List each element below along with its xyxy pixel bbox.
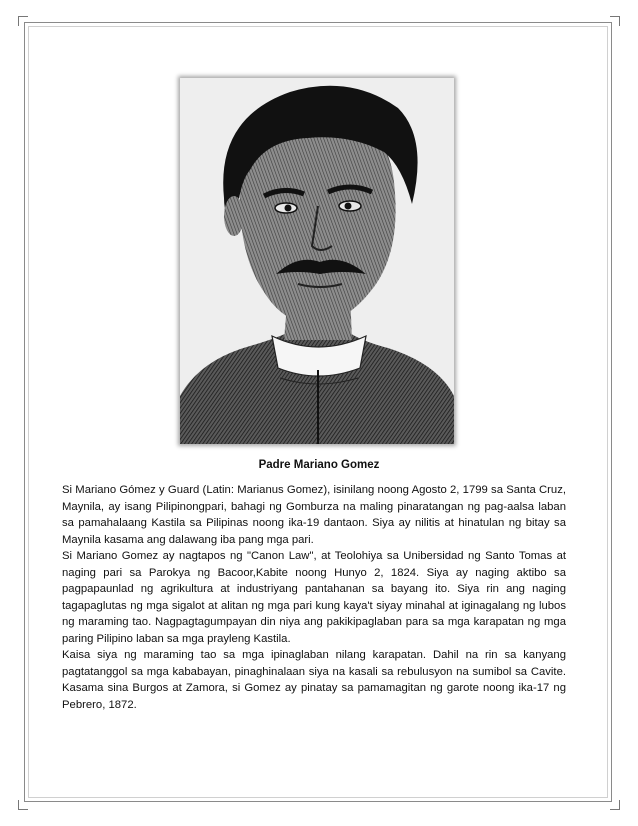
corner-ornament — [18, 800, 28, 810]
biography-text — [62, 482, 566, 713]
corner-ornament — [610, 16, 620, 26]
corner-ornament — [610, 800, 620, 810]
corner-ornament — [18, 16, 28, 26]
portrait-image — [180, 78, 454, 444]
paragraph: Si Mariano Gómez y Guard (Latin: Marianus Gomez), isinilang noong Agosto 2, 1799 sa Santa Cruz, Maynila, ay isang Pilipinongpari, bahagi ng Gomburza na maling pinaratangan ng pag-aalsa laban sa pamahalaang Kastila sa Pilipinas noong ika-19 dantaon. Siya ay nilitis at hinatulan ng bitay sa Maynila kasama ang dalawang iba pang mga pari. — [62, 484, 566, 546]
paragraph: Si Mariano Gomez ay nagtapos ng "Canon Law", at Teolohiya sa Unibersidad ng Santo Tomas at naging pari sa Parokya ng Bacoor,Kabite noong Hunyo 2, 1824. Siya ay naging aktibo sa pagpapaunlad ng agrikultura at industriyang pantahanan sa bayang ito. Siya rin ang naging tagapaglutas ng mga sigalot at alitan ng mga pari kung kaya't siyay minahal at iginagalang ng lubos ng maraming tao. Nagpagtagumpayan din niya ang pakikipaglaban para sa mga karapatan ng mga paring Pilipino laban sa mga prayleng Kastila. — [62, 550, 566, 645]
paragraph: Kaisa siya ng maraming tao sa mga ipinaglaban nilang karapatan. Dahil na rin sa kanyang pagtatanggol sa mga kababayan, pinaghinalaan siya na kasali sa rebulusyon na sumibol sa Cavite. Kasama sina Burgos at Zamora, si Gomez ay pinatay sa pamamagitan ng garote noong ika-17 ng Pebrero, 1872. — [62, 649, 566, 711]
caption: Padre Mariano Gomez — [258, 459, 380, 471]
